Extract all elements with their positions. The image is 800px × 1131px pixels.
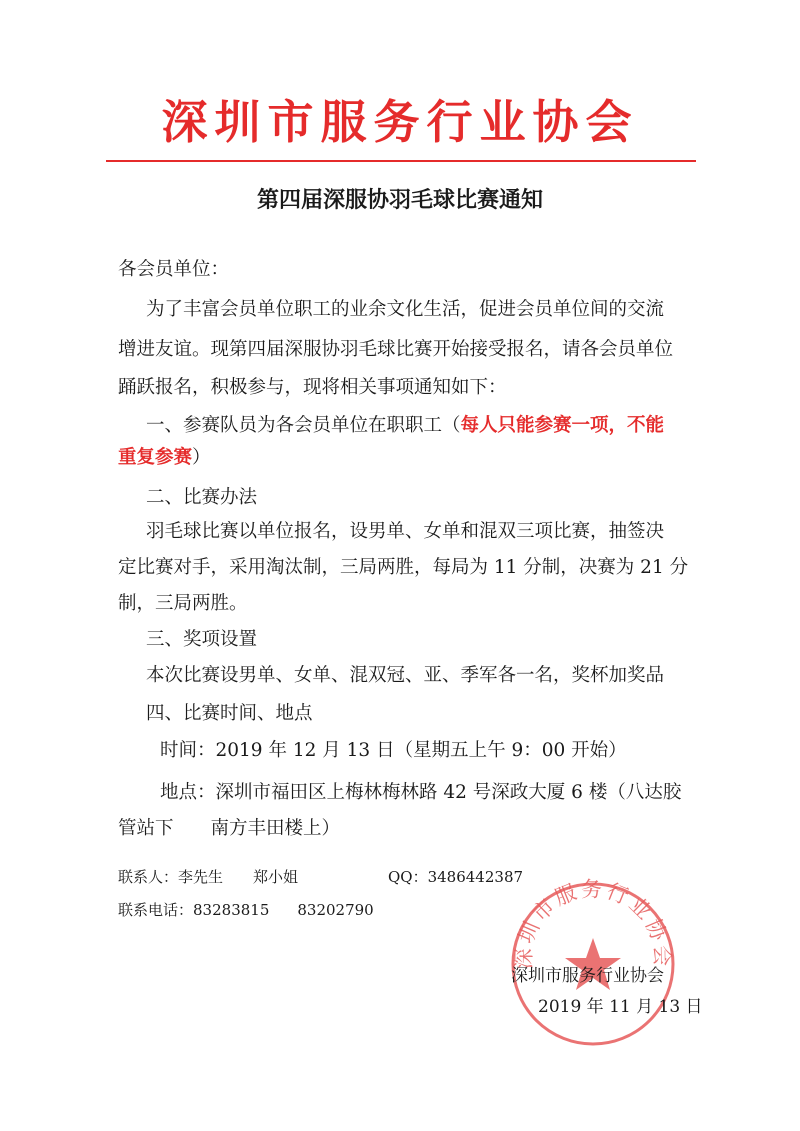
contact-phone-2: 83202790 — [297, 901, 374, 919]
document-title: 第四届深服协羽毛球比赛通知 — [256, 188, 543, 213]
section4-place-2: 管站下 南方丰田楼上） — [118, 818, 341, 839]
signature-date: 2019 年 11 月 13 日 — [538, 997, 703, 1017]
section1-tail: ） — [192, 447, 211, 468]
section1-emphasis-cont: 重复参赛 — [118, 447, 193, 468]
section3-heading: 三、奖项设置 — [146, 629, 258, 650]
section2-line-2: 定比赛对手，采用淘汰制，三局两胜，每局为 11 分制，决赛为 21 分 — [118, 557, 689, 578]
contact-people: 联系人：李先生 郑小姐 — [118, 868, 299, 886]
intro-line-3: 踊跃报名，积极参与，现将相关事项通知如下： — [118, 377, 507, 398]
section4-time: 时间：2019 年 12 月 13 日（星期五上午 9：00 开始） — [160, 740, 627, 761]
section1-lead: 一、参赛队员为各会员单位在职职工（ — [146, 415, 461, 436]
letterhead-rule — [106, 160, 696, 162]
section2-line-3: 制，三局两胜。 — [118, 593, 248, 614]
section4-place-1: 地点：深圳市福田区上梅林梅林路 42 号深政大厦 6 楼（八达胶 — [160, 782, 682, 803]
section4-heading: 四、比赛时间、地点 — [146, 703, 313, 724]
contact-phone — [118, 898, 374, 922]
signature-org: 深圳市服务行业协会 — [511, 966, 664, 986]
section2-line-1: 羽毛球比赛以单位报名，设男单、女单和混双三项比赛，抽签决 — [146, 521, 665, 542]
section1-line-2 — [118, 444, 211, 472]
contact-phone-label: 联系电话： — [118, 901, 194, 919]
intro-line-1: 为了丰富会员单位职工的业余文化生活，促进会员单位间的交流 — [146, 299, 665, 320]
contact-phone-1: 83283815 — [193, 901, 270, 919]
intro-line-2: 增进友谊。现第四届深服协羽毛球比赛开始接受报名，请各会员单位 — [118, 339, 674, 360]
section1-line-1 — [146, 412, 664, 440]
salutation: 各会员单位： — [118, 259, 230, 280]
contact-qq: QQ：3486442387 — [388, 868, 524, 886]
section1-emphasis: 每人只能参赛一项，不能 — [460, 415, 665, 436]
section3-line: 本次比赛设男单、女单、混双冠、亚、季军各一名，奖杯加奖品 — [146, 665, 665, 686]
section2-heading: 二、比赛办法 — [146, 487, 258, 508]
letterhead-org-name: 深圳市服务行业协会 — [161, 95, 639, 149]
seal-text: 深圳市服务行业协会 — [511, 878, 675, 970]
